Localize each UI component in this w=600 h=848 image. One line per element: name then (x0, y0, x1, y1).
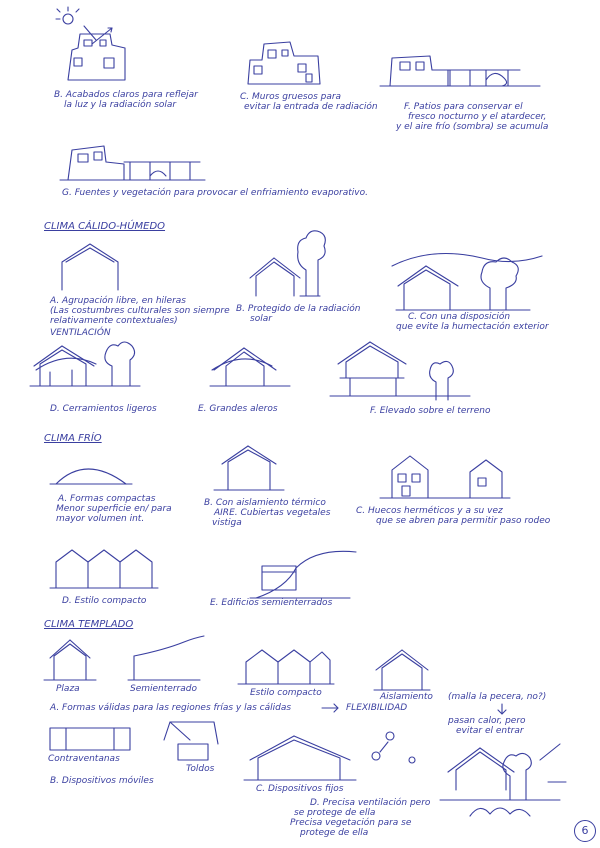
caption-b3-1: B. Con aislamiento térmico (204, 498, 326, 508)
caption-f-2: fresco nocturno y el atardecer, (408, 112, 547, 122)
sketch-house-d4 (440, 744, 566, 816)
sketch-awning-b4 (164, 722, 218, 760)
caption-a3-2: Menor superficie en/ para (56, 504, 172, 514)
caption-a3-3: mayor volumen int. (56, 514, 145, 524)
page-number: 6 (574, 820, 596, 842)
sketch-semiburied-t (128, 636, 204, 680)
sketch-house-a2 (62, 244, 118, 290)
sketch-semiburied-e3 (250, 551, 356, 598)
caption-b-2: la luz y la radiación solar (64, 100, 177, 110)
caption-a2-3: relativamente contextuales) (50, 316, 178, 326)
sketch-row-houses-d3 (50, 550, 158, 588)
caption-a4-result: FLEXIBILIDAD (346, 703, 408, 713)
caption-f2: F. Elevado sobre el terreno (370, 406, 491, 416)
caption-c2-1: C. Con una disposición (408, 312, 511, 322)
caption-d4-3: Precisa vegetación para se (290, 818, 412, 828)
caption-e2: E. Grandes aleros (198, 404, 278, 414)
caption-c-2: evitar la entrada de radiación (244, 102, 378, 112)
caption-b3-2: AIRE. Cubiertas vegetales (214, 508, 331, 518)
sketch-dome-a3 (50, 469, 132, 484)
sketch-house-c3a (392, 456, 428, 498)
caption-b2-1: B. Protegido de la radiación (236, 304, 361, 314)
caption-c3-1: C. Huecos herméticos y a su vez (356, 506, 503, 516)
section-title-templado: CLIMA TEMPLADO (44, 619, 134, 630)
label-pasan-calor-1: pasan calor, pero (448, 716, 526, 726)
caption-c4: C. Dispositivos fijos (256, 784, 344, 794)
caption-d4-4: protege de ella (300, 828, 369, 838)
sketch-fountain-g (60, 146, 205, 180)
section-title-calido-humedo: CLIMA CÁLIDO-HÚMEDO (44, 221, 166, 232)
caption-d4-1: D. Precisa ventilación pero (310, 798, 431, 808)
caption-b4: B. Dispositivos móviles (50, 776, 154, 786)
caption-b2-2: solar (250, 314, 272, 324)
label-toldos: Toldos (186, 764, 215, 774)
caption-f-3: y el aire frío (sombra) se acumula (396, 122, 549, 132)
sketch-house-c2 (392, 254, 542, 311)
caption-e3: E. Edificios semienterrados (210, 598, 333, 608)
caption-d3: D. Estilo compacto (62, 596, 147, 606)
caption-b-1: B. Acabados claros para reflejar (54, 90, 198, 100)
sketch-house-b1 (68, 26, 125, 80)
caption-a3-1: A. Formas compactas (58, 494, 156, 504)
sketch-house-c4 (244, 732, 415, 780)
sketch-row-houses-t (238, 650, 334, 684)
label-aislamiento: Aislamiento (380, 692, 433, 702)
sketch-house-b3 (214, 446, 284, 490)
caption-a4: A. Formas válidas para las regiones frías y las cálidas (50, 703, 292, 713)
label-semienterrado: Semienterrado (130, 684, 197, 694)
label-estilo-compacto: Estilo compacto (250, 688, 322, 698)
section-title-frio: CLIMA FRÍO (44, 433, 102, 444)
caption-a2-2: (Las costumbres culturales son siempre (50, 306, 230, 316)
sketch-house-c1 (248, 42, 320, 84)
caption-d2: D. Cerramientos ligeros (50, 404, 157, 414)
caption-a2-1: A. Agrupación libre, en hileras (50, 296, 186, 306)
sun-icon (56, 7, 79, 24)
caption-c3-2: que se abren para permitir paso rodeo (376, 516, 551, 526)
sketch-house-plaza (44, 640, 96, 680)
sketch-patio-f1 (380, 56, 540, 86)
caption-d4-2: se protege de ella (294, 808, 376, 818)
sketch-shutters-b4 (50, 728, 130, 750)
sketch-house-f2 (330, 342, 470, 400)
sketch-house-c3b (380, 460, 510, 498)
sketch-house-e2 (210, 348, 290, 386)
caption-c-1: C. Muros gruesos para (240, 92, 342, 102)
label-pasan-calor-2: evitar el entrar (456, 726, 524, 736)
caption-f-1: F. Patios para conservar el (404, 102, 523, 112)
caption-a2-4: VENTILACIÓN (50, 328, 111, 338)
caption-c2-2: que evite la humectación exterior (396, 322, 549, 332)
caption-g: G. Fuentes y vegetación para provocar el enfriamiento evaporativo. (62, 188, 368, 198)
sketch-house-d2 (30, 342, 140, 386)
sketch-house-aislamiento (374, 650, 430, 690)
label-contraventanas: Contraventanas (48, 754, 120, 764)
label-aislamiento-note: (malla la pecera, no?) (448, 692, 547, 702)
label-plaza: Plaza (56, 684, 80, 694)
sketch-house-b2 (250, 231, 325, 296)
caption-b3-3: vistiga (212, 518, 242, 528)
